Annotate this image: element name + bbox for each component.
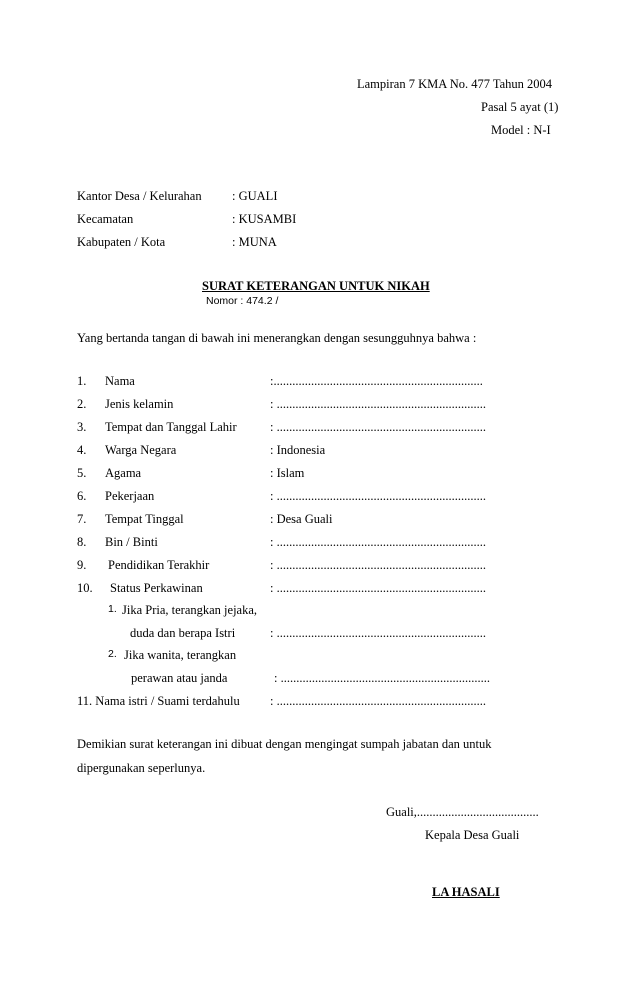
- closing-line-1: Demikian surat keterangan ini dibuat dengan mengingat sumpah jabatan dan untuk: [77, 737, 492, 751]
- list-item: [0, 513, 638, 529]
- item-number: 6.: [77, 489, 87, 503]
- item-number: 2.: [77, 397, 87, 411]
- list-item: [0, 490, 638, 506]
- info-value-kantor: : GUALI: [232, 189, 278, 203]
- sub-item-text: Jika Pria, terangkan jejaka,: [122, 603, 258, 617]
- item-label: Tempat dan Tanggal Lahir: [105, 420, 237, 434]
- item-number: 3.: [77, 420, 87, 434]
- header-model: Model : N-I: [491, 123, 551, 137]
- item-value: : ...................................................................: [270, 489, 486, 503]
- item-label: Bin / Binti: [105, 535, 158, 549]
- list-item: [0, 444, 638, 460]
- item-value: : ...................................................................: [270, 581, 486, 595]
- item-number: 1.: [77, 374, 87, 388]
- item-number: 10.: [77, 581, 93, 595]
- item-value: : Desa Guali: [270, 512, 333, 526]
- item-11-value: : ...................................................................: [270, 694, 486, 708]
- list-item: [0, 582, 638, 598]
- item-value: : ...................................................................: [270, 535, 486, 549]
- item-label: Pekerjaan: [105, 489, 155, 503]
- document-number: Nomor : 474.2 /: [206, 295, 279, 307]
- item-label: Jenis kelamin: [105, 397, 174, 411]
- item-number: 7.: [77, 512, 87, 526]
- item-number: 9.: [77, 558, 87, 572]
- header-pasal: Pasal 5 ayat (1): [481, 100, 559, 114]
- intro-text: Yang bertanda tangan di bawah ini menerangkan dengan sesungguhnya bahwa :: [77, 331, 477, 345]
- sub-item-number: 2.: [108, 648, 117, 660]
- info-value-kecamatan: : KUSAMBI: [232, 212, 297, 226]
- list-item: [0, 398, 638, 414]
- list-item: [0, 467, 638, 483]
- item-label: Status Perkawinan: [110, 581, 203, 595]
- item-value: : ...................................................................: [270, 558, 486, 572]
- sub-item-value: : ...................................................................: [270, 626, 486, 640]
- info-value-kabupaten: : MUNA: [232, 235, 277, 249]
- closing-line-2: dipergunakan seperlunya.: [77, 761, 206, 775]
- list-item: [0, 421, 638, 437]
- sub-item-number: 1.: [108, 603, 117, 615]
- item-value: : Indonesia: [270, 443, 326, 457]
- sub-item-label: duda dan berapa Istri: [130, 626, 236, 640]
- signature-name: LA HASALI: [432, 885, 500, 899]
- item-value: : ...................................................................: [270, 420, 486, 434]
- info-label-kabupaten: Kabupaten / Kota: [77, 235, 166, 249]
- list-item: [0, 375, 638, 391]
- item-number: 8.: [77, 535, 87, 549]
- item-label: Agama: [105, 466, 142, 480]
- item-label: Warga Negara: [105, 443, 177, 457]
- sub-item-label: perawan atau janda: [131, 671, 228, 685]
- item-11-label: 11. Nama istri / Suami terdahulu: [77, 694, 240, 708]
- list-item: [0, 536, 638, 552]
- document-title: SURAT KETERANGAN UNTUK NIKAH: [202, 279, 430, 293]
- item-value: : ...................................................................: [270, 397, 486, 411]
- list-item: [0, 559, 638, 575]
- item-label: Nama: [105, 374, 135, 388]
- sub-item-value: : ...................................................................: [274, 671, 490, 685]
- item-value: :...................................................................: [270, 374, 483, 388]
- item-value: : Islam: [270, 466, 305, 480]
- signature-place-date: Guali,.......................................: [386, 805, 539, 819]
- sub-item-text: Jika wanita, terangkan: [124, 648, 237, 662]
- item-label: Tempat Tinggal: [105, 512, 184, 526]
- item-number: 5.: [77, 466, 87, 480]
- header-lampiran: Lampiran 7 KMA No. 477 Tahun 2004: [357, 77, 553, 91]
- item-number: 4.: [77, 443, 87, 457]
- info-label-kecamatan: Kecamatan: [77, 212, 134, 226]
- info-label-kantor: Kantor Desa / Kelurahan: [77, 189, 202, 203]
- item-label: Pendidikan Terakhir: [108, 558, 210, 572]
- signature-position: Kepala Desa Guali: [425, 828, 520, 842]
